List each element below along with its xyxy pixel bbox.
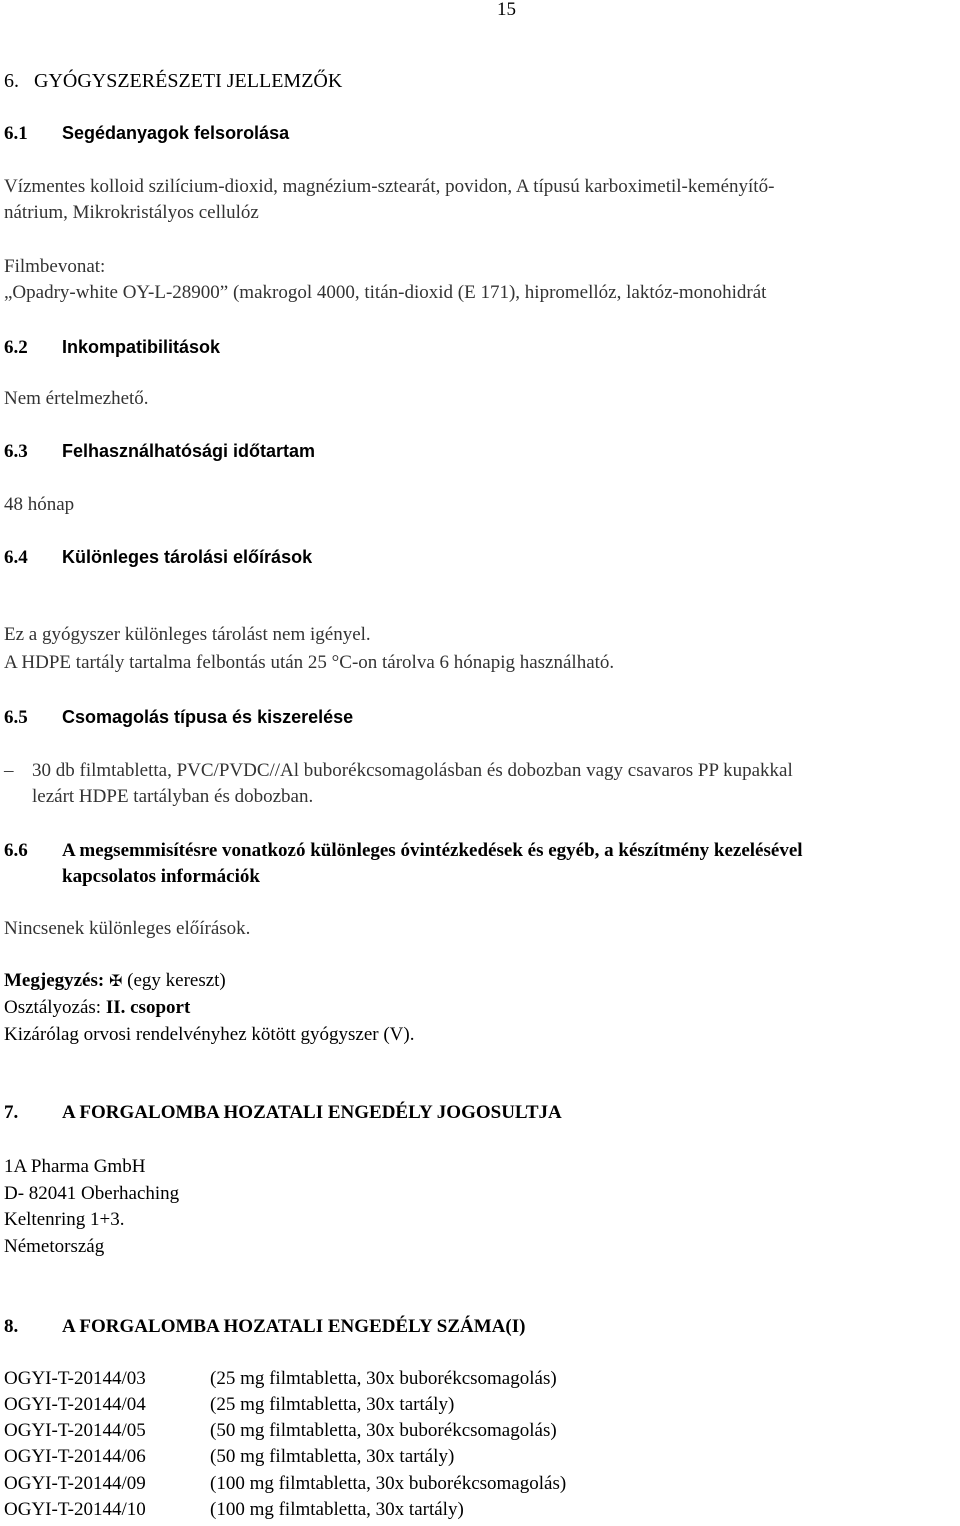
auth-code: OGYI-T-20144/04: [4, 1394, 146, 1415]
address-line: Németország: [4, 1236, 105, 1257]
packaging-bullet: –: [4, 760, 14, 781]
section-title: A FORGALOMBA HOZATALI ENGEDÉLY SZÁMA(I): [62, 1316, 526, 1337]
classification-line: [4, 995, 190, 1021]
section-7-heading: [4, 1100, 562, 1126]
auth-code: OGYI-T-20144/03: [4, 1368, 146, 1389]
address-line: 1A Pharma GmbH: [4, 1156, 146, 1177]
section-6-1-heading: [4, 120, 289, 147]
section-number: 6.4: [4, 547, 28, 568]
auth-code: OGYI-T-20144/05: [4, 1420, 146, 1441]
disposal-text: Nincsenek különleges előírások.: [4, 918, 251, 939]
auth-desc: (25 mg filmtabletta, 30x tartály): [210, 1394, 455, 1415]
section-number: 7.: [4, 1102, 19, 1123]
note-line: [4, 968, 226, 994]
auth-code: OGYI-T-20144/09: [4, 1473, 146, 1494]
section-8-heading: [4, 1314, 525, 1340]
classification-label: Osztályozás:: [4, 997, 106, 1018]
packaging-line-2: lezárt HDPE tartályban és dobozban.: [32, 786, 314, 807]
section-title-line-2: kapcsolatos információk: [62, 866, 260, 887]
section-title: Inkompatibilitások: [62, 337, 221, 357]
packaging-line-1: 30 db filmtabletta, PVC/PVDC//Al buborékcsomagolásban és dobozban vagy csavaros PP kupakkal: [32, 760, 793, 781]
section-number: 6.1: [4, 123, 28, 144]
excipients-line-2: nátrium, Mikrokristályos cellulóz: [4, 202, 259, 223]
auth-desc: (50 mg filmtabletta, 30x buborékcsomagolás): [210, 1420, 557, 1441]
film-coating-text: „Opadry-white OY-L-28900” (makrogol 4000, titán-dioxid (E 171), hipromellóz, laktóz-monohidrát: [4, 282, 767, 303]
auth-code: OGYI-T-20144/10: [4, 1499, 146, 1520]
section-number: 6.6: [4, 840, 28, 861]
storage-line-2: A HDPE tartály tartalma felbontás után 25 °C-on tárolva 6 hónapig használható.: [4, 652, 615, 673]
section-number: 6.5: [4, 707, 28, 728]
section-title: Felhasználhatósági időtartam: [62, 441, 316, 461]
auth-desc: (100 mg filmtabletta, 30x tartály): [210, 1499, 464, 1520]
section-title-line-1: A megsemmisítésre vonatkozó különleges óvintézkedések és egyéb, a készítmény kezelésével: [62, 840, 803, 861]
address-line: D- 82041 Oberhaching: [4, 1183, 180, 1204]
prescription-text: Kizárólag orvosi rendelvényhez kötött gyógyszer (V).: [4, 1024, 415, 1045]
shelf-life-text: 48 hónap: [4, 494, 75, 515]
section-title: Különleges tárolási előírások: [62, 547, 313, 567]
section-6-3-heading: [4, 438, 315, 465]
film-coating-label: Filmbevonat:: [4, 256, 106, 277]
section-title: Segédanyagok felsorolása: [62, 123, 290, 143]
section-number: 6.2: [4, 337, 28, 358]
section-6-6-heading: [4, 838, 803, 864]
incompatibilities-text: Nem értelmezhető.: [4, 388, 149, 409]
classification-value: II. csoport: [105, 997, 191, 1018]
page-number: 15: [497, 0, 516, 20]
note-label: Megjegyzés:: [4, 970, 105, 991]
cross-icon: ✠: [108, 971, 123, 990]
auth-desc: (100 mg filmtabletta, 30x buborékcsomagolás): [210, 1473, 567, 1494]
section-6-5-heading: [4, 704, 353, 731]
section-number: 8.: [4, 1316, 19, 1337]
section-6-2-heading: [4, 334, 220, 361]
storage-line-1: Ez a gyógyszer különleges tárolást nem igényel.: [4, 624, 371, 645]
auth-desc: (50 mg filmtabletta, 30x tartály): [210, 1446, 455, 1467]
section-title: A FORGALOMBA HOZATALI ENGEDÉLY JOGOSULTJA: [62, 1102, 562, 1123]
auth-desc: (25 mg filmtabletta, 30x buborékcsomagolás): [210, 1368, 557, 1389]
note-symbol-text: (egy kereszt): [127, 970, 226, 991]
section-6-heading: 6. GYÓGYSZERÉSZETI JELLEMZŐK: [4, 70, 343, 92]
excipients-line-1: Vízmentes kolloid szilícium-dioxid, magnézium-sztearát, povidon, A típusú karboximetil-keményítő-: [4, 176, 775, 197]
auth-code: OGYI-T-20144/06: [4, 1446, 146, 1467]
section-title: Csomagolás típusa és kiszerelése: [62, 707, 354, 727]
address-line: Keltenring 1+3.: [4, 1209, 125, 1230]
section-6-4-heading: [4, 544, 312, 571]
section-number: 6.3: [4, 441, 28, 462]
